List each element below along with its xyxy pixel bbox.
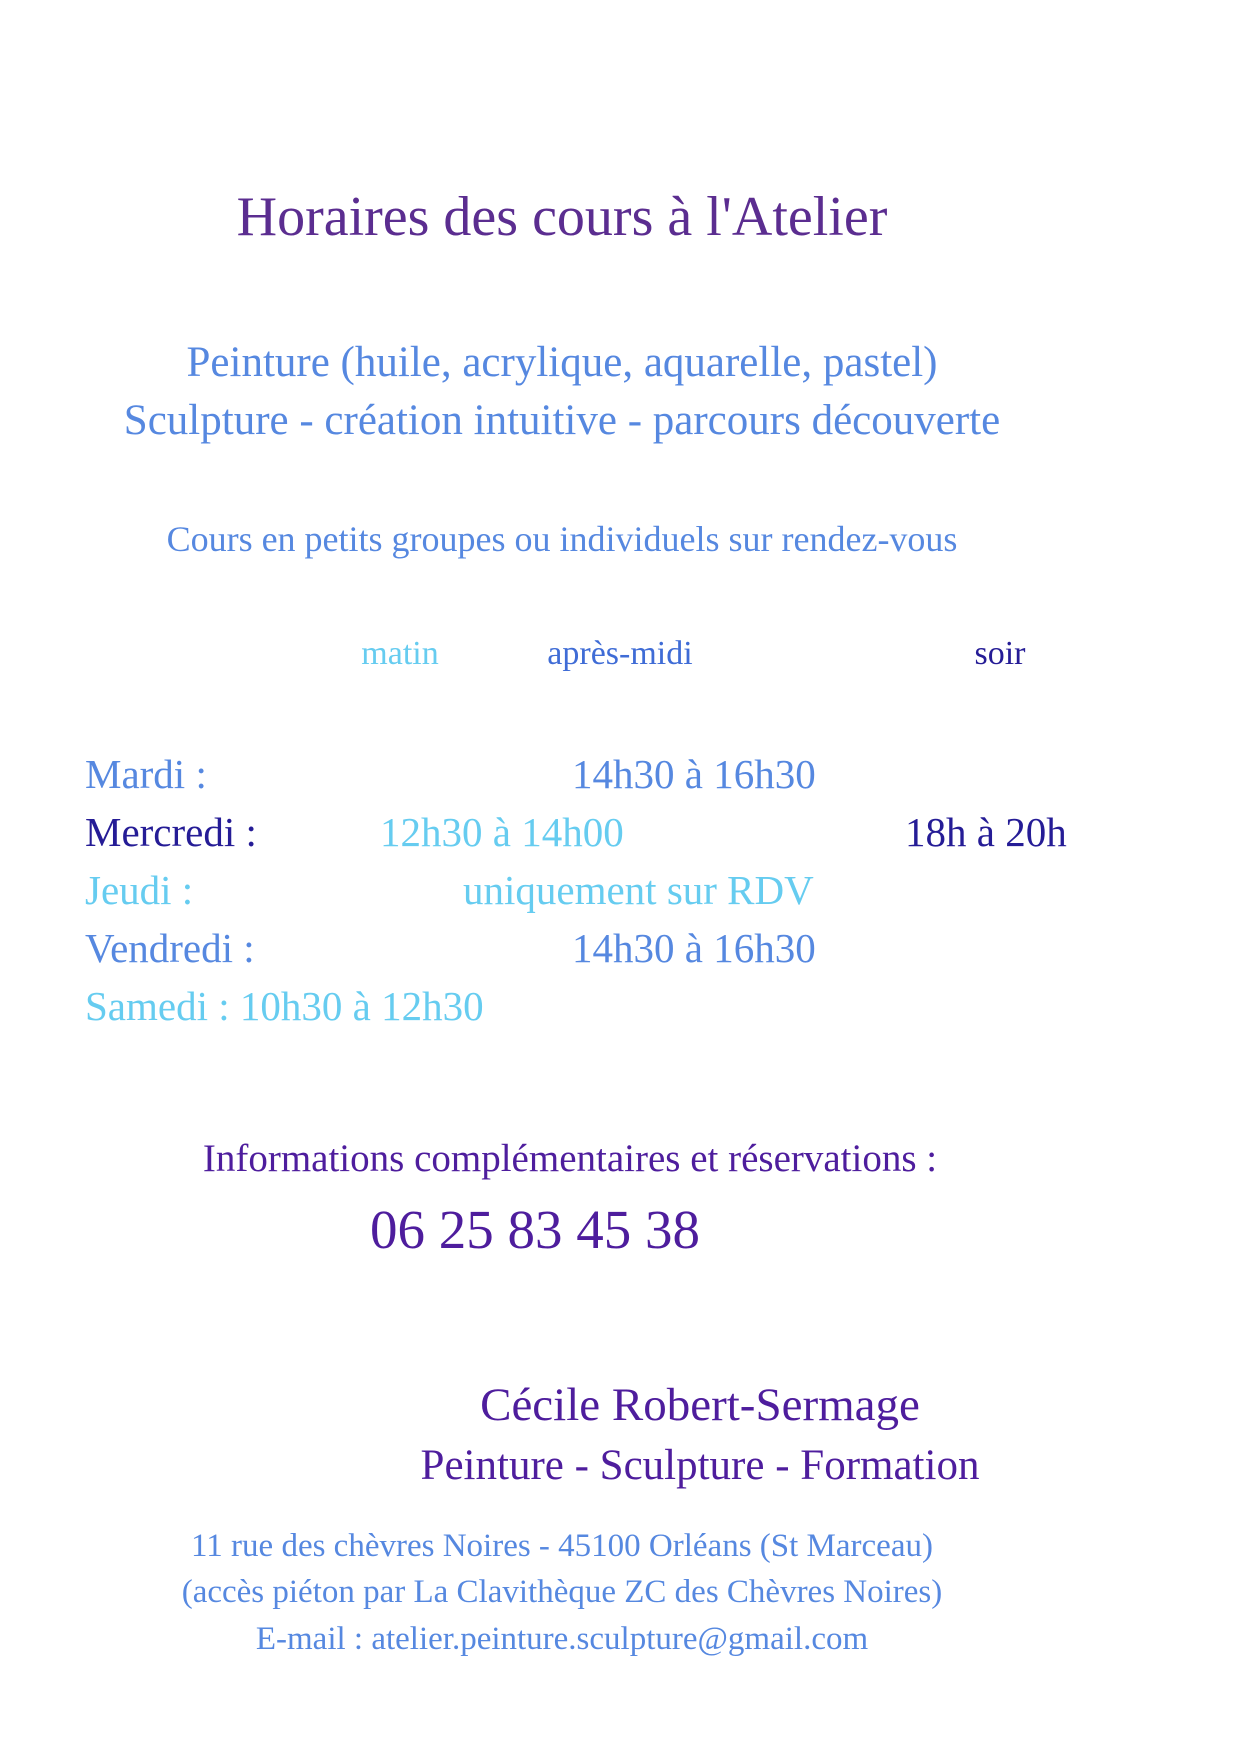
schedule-header-row — [0, 635, 1240, 679]
afternoon-time: 14h30 à 16h30 — [572, 925, 816, 971]
day-label: Mercredi : — [85, 809, 257, 855]
phone-number: 06 25 83 45 38 — [370, 1199, 700, 1260]
appointment-only-note: uniquement sur RDV — [463, 867, 814, 913]
address-street: 11 rue des chèvres Noires - 45100 Orléans (St Marceau) — [191, 1528, 933, 1564]
artist-tagline: Peinture - Sculpture - Formation — [420, 1442, 980, 1489]
schedule-row-mardi — [85, 750, 1215, 808]
group-lessons-note: Cours en petits groupes ou individuels sur rendez-vous — [166, 519, 958, 559]
address-access-note: (accès piéton par La Clavithèque ZC des Chèvres Noires) — [181, 1574, 943, 1610]
schedule-row-vendredi — [85, 924, 1215, 982]
contact-info-label: Informations complémentaires et réservations : — [202, 1137, 938, 1180]
schedule-row-samedi — [85, 982, 1215, 1040]
email-address: E-mail : atelier.peinture.sculpture@gmail.com — [255, 1621, 869, 1657]
page-title: Horaires des cours à l'Atelier — [236, 186, 888, 248]
morning-time: 12h30 à 14h00 — [380, 809, 624, 855]
subtitle-disciplines-line2: Sculpture - création intuitive - parcours découverte — [123, 397, 1001, 444]
schedule-row-jeudi — [85, 866, 1215, 924]
subtitle-disciplines-line1: Peinture (huile, acrylique, aquarelle, pastel) — [186, 339, 938, 386]
day-label: Mardi : — [85, 751, 207, 797]
day-and-time: Samedi : 10h30 à 12h30 — [85, 983, 484, 1029]
afternoon-time: 14h30 à 16h30 — [572, 751, 816, 797]
column-header-apres-midi: après-midi — [547, 635, 693, 672]
schedule-row-mercredi — [85, 808, 1215, 866]
day-label: Vendredi : — [85, 925, 255, 971]
day-label: Jeudi : — [85, 867, 194, 913]
column-header-soir: soir — [974, 635, 1026, 672]
artist-name: Cécile Robert-Sermage — [480, 1379, 920, 1431]
evening-time: 18h à 20h — [905, 809, 1067, 855]
column-header-matin: matin — [361, 635, 439, 672]
